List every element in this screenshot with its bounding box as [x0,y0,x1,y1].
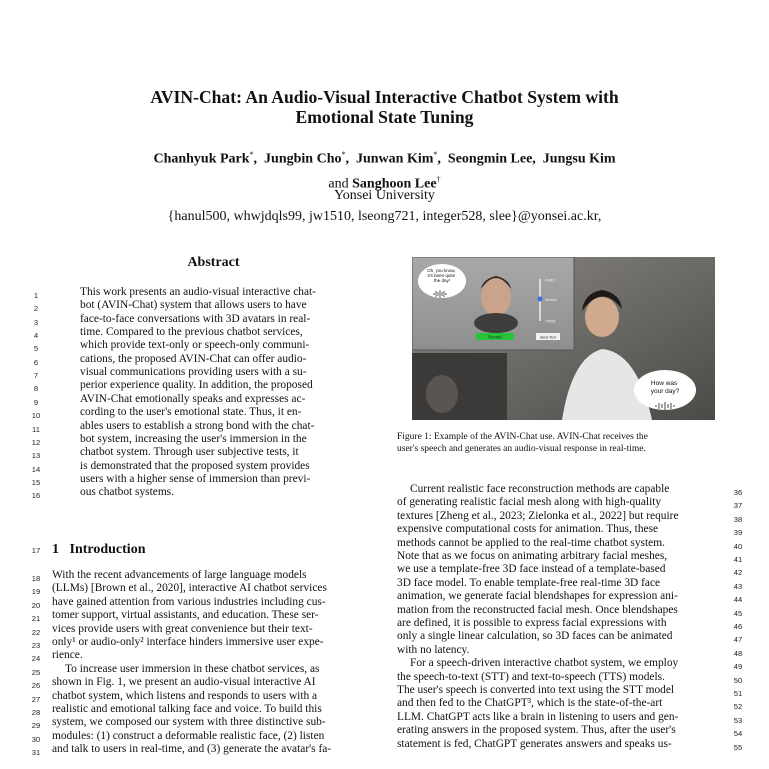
figure-1-caption [397,431,719,455]
line-number: 52 [733,702,743,712]
paper-title [0,87,769,127]
line-number: 17 [31,546,41,555]
text-line: This work presents an audio-visual interactive chat- [80,286,316,298]
user-waveform [656,402,674,410]
equal-contrib-mark: * [249,150,254,159]
line-number: 29 [31,721,41,731]
author-list: Chanhyuk Park*, Jungbin Cho*, Junwan Kim*, Seongmin Lee, Jungsu Kim and Sanghoon Lee† [153,150,616,192]
text-line: LLM. ChatGPT acts like a brain in listening to users and gen- [397,710,679,723]
avatar-waveform [434,290,446,298]
line-number: 51 [733,689,743,698]
abstract-heading: Abstract [187,255,240,270]
text-line: modules: (1) construct a deformable realistic face, (2) listen [52,729,325,742]
paper-title-line1: AVIN-Chat: An Audio-Visual Interactive Chatbot System with [150,87,619,107]
line-number: 38 [733,514,743,524]
author-emails: {hanul500, whwjdqls99, jw1510, lseong721, integer528, slee}@yonsei.ac.kr, [167,209,602,224]
send-text-label: Send Text [540,335,556,340]
text-line: expensive computational costs for animation. Thus, these [397,523,659,536]
line-number: 39 [733,528,743,538]
line-number: 4 [33,331,39,341]
line-number: 25 [31,667,41,677]
line-number: 13 [31,451,41,461]
line-number: 6 [33,357,39,367]
text-line: textures [Zheng et al., 2023; Zielonka et al., 2022] but require [397,509,679,522]
line-number: 7 [33,371,39,381]
text-line: the speech-to-text (STT) and text-to-speech (TTS) models. [397,670,665,683]
text-line: ous chatbot systems. [80,486,174,499]
line-number: 14 [31,464,41,474]
line-number: 40 [733,541,743,551]
line-number: 28 [31,708,41,717]
text-line: chatbot system, which listens and responds to users with a [52,689,318,702]
desk-area [412,353,507,420]
caption-line: user's speech and generates an audio-visual response in real-time. [397,444,646,454]
line-number: 2 [33,304,39,314]
text-line: are defined, it is possible to express facial expressions with [397,617,667,629]
line-number: 21 [31,614,41,624]
text-line: time. Compared to the previous chatbot services, [80,326,303,339]
line-number: 23 [31,641,41,650]
author-name: Seongmin Lee [447,151,533,167]
author-name: Sanghoon Lee [352,176,437,192]
text-line: methods cannot be applied to the real-time chatbot system. [397,536,665,549]
text-line: Current realistic face reconstruction methods are capable [410,483,670,495]
line-number: 50 [733,675,743,685]
text-line: system, we composed our system with three distinctive sub- [52,716,326,729]
corresponding-mark: † [436,174,441,184]
equal-contrib-mark: * [341,150,346,159]
line-number: 16 [31,491,41,501]
line-number: 43 [733,581,743,591]
text-line: visual communications providing users with a su- [80,366,307,379]
line-number: 8 [33,384,39,394]
text-line: 3D face model. To enable template-free real-time 3D face [397,576,661,589]
avatar-bubble-text: Oh, you know, it's been quite the day! [427,268,456,283]
text-line: only¹ or audio-only² interface hinders immersive user expe- [52,636,324,648]
text-line: shown in Fig. 1, we present an audio-visual interactive AI [52,676,316,689]
record-button-label: Record [488,334,502,340]
text-line: ables users to establish a strong bond with the chat- [80,419,315,432]
slider-label: Neutral [545,298,557,302]
text-line: which provide text-only or speech-only communi- [80,339,310,352]
line-number: 9 [33,397,39,407]
text-line: bot (AVIN-Chat) system that allows users to have [80,299,307,312]
line-number: 12 [31,437,41,447]
line-number: 54 [733,729,743,739]
line-number: 5 [33,344,39,354]
text-line: To increase user immersion in these chatbot services, as [65,662,320,675]
line-number: 36 [733,488,743,497]
avatar-face [481,278,511,316]
line-number: 42 [733,568,743,578]
line-number: 15 [31,477,41,487]
text-line: perior experience quality. In addition, the proposed [80,379,313,392]
text-line: face-to-face conversations with 3D avatars in real- [80,312,311,325]
line-number: 10 [31,411,41,421]
text-line: is demonstrated that the proposed system provides [80,459,310,472]
text-line: of generating realistic facial mesh along with high-quality [397,496,662,509]
text-line: erating answers in the proposed system. Thus, after the user's [397,724,676,737]
text-line: statement is fed, ChatGPT generates answers and speaks us- [397,737,672,750]
line-number: 30 [31,734,41,744]
text-line: Note that as we focus on animating arbitrary facial meshes, [397,550,668,562]
text-line: with no latency. [397,643,470,656]
figure-photo [412,257,715,420]
line-number: 53 [733,715,743,725]
line-number: 47 [733,635,743,645]
text-line: we use a template-free 3D face instead of a template-based [397,563,666,576]
line-number: 20 [31,600,41,610]
text-line: mation from the reconstructed facial mesh. Once blendshapes [397,603,678,616]
text-line: and then fed to the ChatGPT³, which is the state-of-the-art [397,697,663,710]
line-number: 44 [733,595,743,605]
user-bubble-text: How was your day? [650,380,680,395]
text-line: realistic and emotional talking face and voice. To build this [52,703,322,715]
equal-contrib-mark: * [433,150,438,159]
line-number: 27 [31,694,41,704]
text-line: vices provide users with great convenience but their text- [52,622,313,635]
line-number: 49 [733,662,743,672]
text-line: and talk to users in real-time, and (3) generate the avatar's fa- [52,743,332,756]
text-line: rience. [52,649,83,662]
text-line: AVIN-Chat emotionally speaks and expresses ac- [80,392,306,405]
line-number: 48 [733,648,743,658]
line-number: 55 [733,742,743,752]
line-number: 31 [31,748,41,758]
author-and: and [328,176,349,192]
section-heading-introduction [52,542,145,558]
line-number: 45 [733,608,743,618]
text-line: (LLMs) [Brown et al., 2020], interactive AI chatbot services [52,582,327,595]
line-number: 22 [31,627,41,637]
text-line: chatbot system. Through user subjective tests, it [80,446,299,459]
section-title: Introduction [69,542,146,557]
line-number: 41 [733,555,743,564]
author-name: Junwan Kim [355,151,434,167]
text-line: have gained attention from various industries including cus- [52,595,326,608]
line-number: 18 [31,574,41,583]
line-number: 24 [31,654,41,664]
line-number: 1 [33,291,39,300]
text-line: cations, the proposed AVIN-Chat can offer audio- [80,352,307,365]
text-line: animation, we generate facial blendshapes for expression ani- [397,590,678,603]
text-line: only a single linear calculation, so 3D faces can be animated [397,630,673,643]
affiliation: Yonsei University [334,188,435,203]
caption-line: Figure 1: Example of the AVIN-Chat use. AVIN-Chat receives the [397,432,648,442]
text-line: users with a higher sense of immersion than previ- [80,472,311,485]
emotion-slider-handle [538,297,543,302]
text-line: tomer support, virtual assistants, and education. These ser- [52,609,319,622]
line-number: 11 [32,424,40,434]
text-line: For a speech-driven interactive chatbot system, we employ [410,657,679,670]
paper-title-line2: Emotional State Tuning [295,107,474,127]
line-number: 19 [31,587,41,597]
text-line: The user's speech is converted into text using the STT model [397,684,675,696]
text-line: With the recent advancements of large language models [52,569,307,581]
avatar-shoulders [474,313,518,333]
author-name: Chanhyuk Park [153,151,250,167]
avatar-bust-model [426,375,458,413]
user-face [585,297,619,337]
line-number: 26 [31,681,41,691]
slider-label: Happy [545,319,556,323]
text-line: bot system, increasing the user's immersion in the [80,432,307,445]
figure-1-image [412,257,715,420]
line-number: 37 [733,501,743,511]
line-number: 3 [33,317,39,327]
text-line: cording to the user's emotional state. Thus, it en- [80,406,302,419]
author-name: Jungbin Cho [264,151,342,167]
slider-label: Angry [545,278,555,282]
section-number: 1 [52,542,59,557]
line-number: 46 [733,622,743,631]
author-name: Jungsu Kim [542,151,616,167]
